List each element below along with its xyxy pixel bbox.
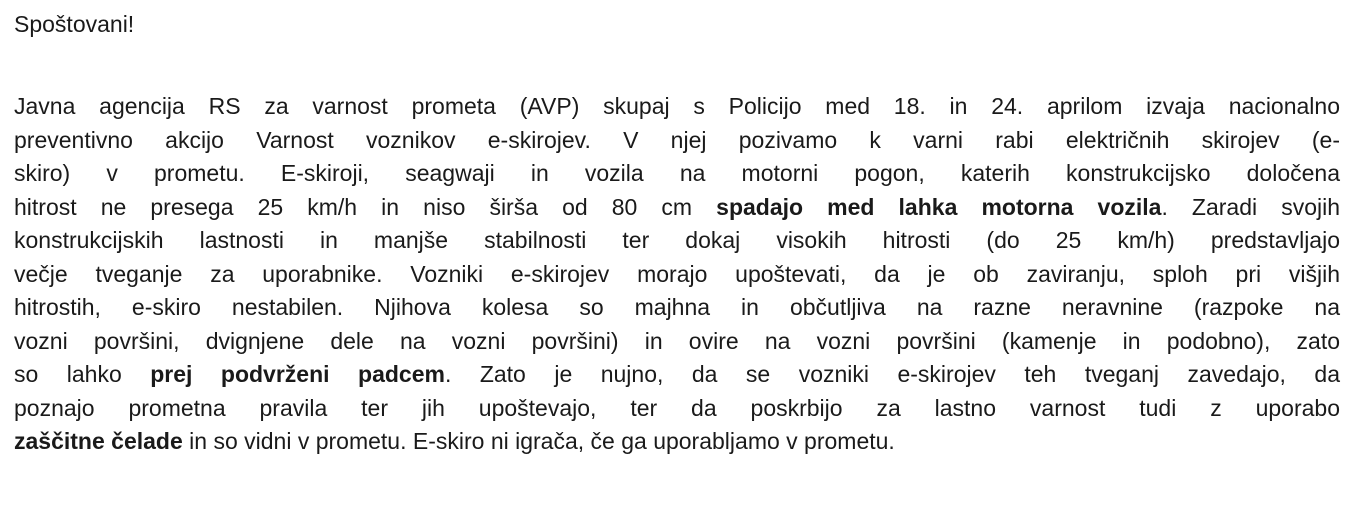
text-run: Javna agencija RS za varnost prometa (AVP) skupaj s Policijo med 18. in 24. aprilom izvaja nacionalno [14,93,1340,119]
body-paragraph [14,90,1340,459]
paragraph-line [14,191,1340,225]
text-run: vozni površini, dvignjene dele na vozni površini) in ovire na vozni površini (kamenje in podobno), zato [14,327,1340,354]
paragraph-line [14,124,1340,158]
paragraph-line [14,392,1340,426]
text-run: . Zato je nujno, da se vozniki e-skirojev teh tveganj zavedajo, da [444,361,1341,387]
text-run: večje tveganje za uporabnike. Vozniki e-skirojev morajo upoštevati, da je ob zaviranju, sploh pri višjih [14,260,1340,287]
text-run: konstrukcijskih lastnosti in manjše stabilnosti ter dokaj visokih hitrosti (do 25 km/h) predstavljajo [14,227,1340,253]
paragraph-line [14,90,1340,124]
paragraph-line [14,291,1340,325]
bold-emphasis: prej podvrženi padcem [150,361,445,387]
text-run: . Zaradi svojih [1161,193,1341,220]
bold-emphasis: spadajo med lahka motorna vozila [716,193,1162,220]
paragraph-line [14,325,1340,359]
paragraph-line [14,224,1340,258]
text-run: preventivno akcijo Varnost voznikov e-skirojev. V njej pozivamo k varni rabi električnih skirojev (e- [14,126,1340,153]
text-run: in so vidni v prometu. E-skiro ni igrača, če ga uporabljamo v prometu. [182,428,895,454]
text-run: skiro) v prometu. E-skiroji, seagwaji in vozila na motorni pogon, katerih konstrukcijsko določena [14,160,1340,186]
paragraph-line [14,258,1340,292]
paragraph-line [14,425,1340,459]
text-run: hitrost ne presega 25 km/h in niso širša od 80 cm [14,193,717,220]
bold-emphasis: zaščitne čelade [14,428,183,454]
text-run: so lahko [14,361,151,387]
greeting: Spoštovani! [14,11,135,37]
text-run: poznajo prometna pravila ter jih upoštevajo, ter da poskrbijo za lastno varnost tudi z uporabo [14,394,1340,421]
text-run: hitrostih, e-skiro nestabilen. Njihova kolesa so majhna in občutljiva na razne neravnine (razpoke na [14,294,1340,320]
paragraph-line [14,358,1340,392]
paragraph-line [14,157,1340,191]
